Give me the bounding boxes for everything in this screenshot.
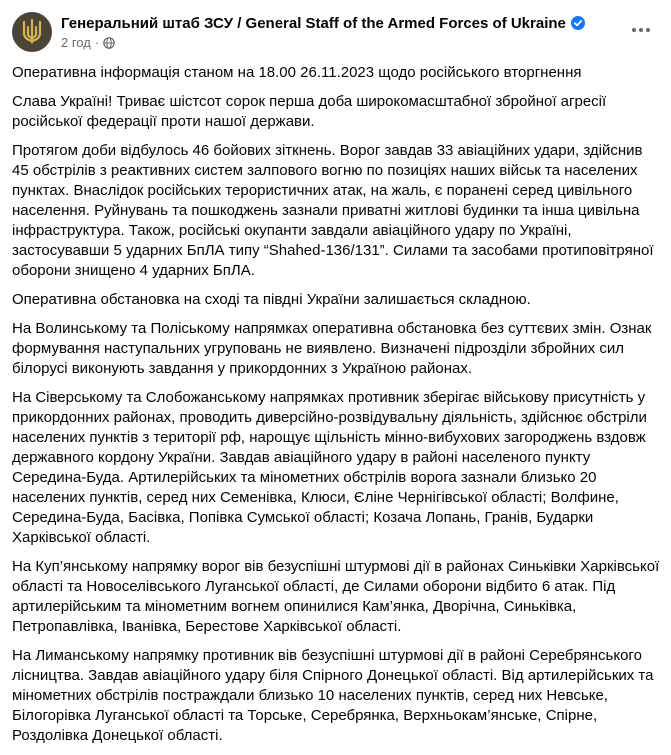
post-paragraph: На Лиманському напрямку противник вів безуспішні штурмові дії в районі Серебрянського лісництва. Завдав авіаційного удару біля Спірного Донецької області. Від артилерійських та мінометних обстрілів постраждали близько 10 населених пунктів, серед них Невське, Білогорівка Луганської області та Торське, Серебрянка, Верхньокам’янське, Спірне, Роздолівка Донецької області. — [12, 647, 654, 744]
post-time[interactable]: 2 год — [61, 35, 91, 50]
post-paragraph: На Куп’янському напрямку ворог вів безуспішні штурмові дії в районах Синьківки Харківської області та Новоселівського Луганської області, де Силами оборони відбито 6 атак. Під артилерійським та мінометним вогнем опинилися Кам’янка, Дворічна, Синьківка, Петропавлівка, Іванівка, Берестове Харківської області. — [12, 558, 660, 635]
globe-icon[interactable] — [103, 37, 115, 49]
separator-dot: · — [94, 35, 100, 50]
post-paragraph: Протягом доби відбулось 46 бойових зіткнень. Ворог завдав 33 авіаційних удари, здійснив 45 обстрілів з реактивних систем залпового вогню по позиціях наших військ та населених пунктах. Внаслідок російських терористичних атак, на жаль, є поранені серед цивільного населення. Руйнувань та пошкоджень зазнали приватні житлові будинки та інша цивільна інфраструктура. Також, російські окупанти завдали авіаційного удару по Україні, застосувавши 5 ударних БпЛА типу “Shahed-136/131”. Силами та засобами протиповітряної оборони знищено 4 ударних БпЛА. — [12, 142, 654, 279]
post-paragraph: На Волинському та Поліському напрямках оперативна обстановка без суттєвих змін. Ознак формування наступальних угруповань не виявлено. Визначені підрозділи збройних сил білорусі виконують завдання у прикордонних з Україною районах. — [12, 320, 652, 377]
verified-badge-icon — [571, 16, 585, 30]
post-paragraph: Оперативна інформація станом на 18.00 26.11.2023 щодо російського вторгнення — [12, 64, 582, 81]
post-paragraph: Оперативна обстановка на сході та півдні України залишається складною. — [12, 291, 531, 308]
more-options-icon[interactable] — [625, 16, 657, 44]
post-subline — [61, 35, 619, 50]
post-paragraph: На Сіверському та Слобожанському напрямках противник зберігає військову присутність у прикордонних районах, проводить диверсійно-розвідувальну діяльність, здійснює обстріли населених пунктів з території рф, нарощує щільність мінно-вибухових загороджень вздовж державного кордону України. Завдав авіаційного удару в районі населеного пункту Середина-Буда. Артилерійських та мінометних обстрілів ворога зазнали близько 20 населених пунктів, серед них Семенівка, Клюси, Єліне Чернігівської області; Волфине, Середина-Буда, Басівка, Попівка Сумської області; Козача Лопань, Гранів, Бударки Харківської області. — [12, 389, 647, 546]
author-name[interactable]: Генеральний штаб ЗСУ / General Staff of the Armed Forces of Ukraine — [61, 14, 566, 32]
post-body — [12, 63, 662, 755]
post-meta — [61, 13, 619, 50]
post-paragraph: Слава Україні! Триває шістсот сорок перша доба широкомасштабної збройної агресії російської федерації проти нашої держави. — [12, 93, 607, 130]
author-line — [61, 13, 619, 33]
trident-emblem-icon[interactable] — [12, 12, 52, 52]
post-header — [12, 12, 659, 56]
